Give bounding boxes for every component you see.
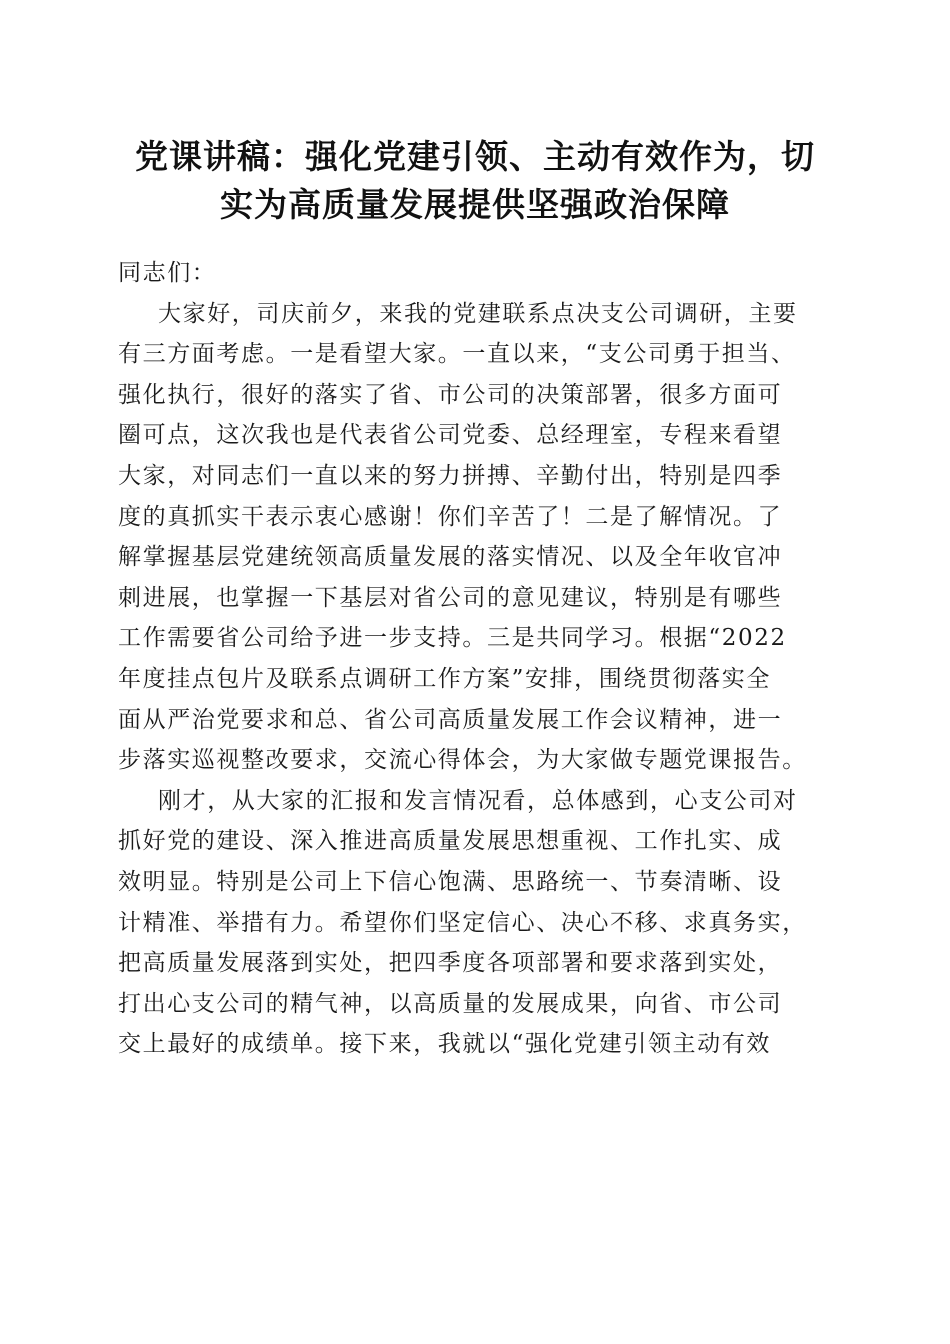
- salutation: 同志们：: [118, 260, 217, 286]
- paragraph-2: [118, 781, 838, 1065]
- paragraph-line: 强化执行，很好的落实了省、市公司的决策部署，很多方面可: [118, 381, 783, 408]
- paragraph-line: 效明显。特别是公司上下信心饱满、思路统一、节奏清晰、设: [118, 868, 783, 895]
- paragraph-line: 计精准、举措有力。希望你们坚定信心、决心不移、求真务实，: [118, 909, 807, 936]
- paragraph-1: [118, 294, 838, 781]
- paragraph-line: 有三方面考虑。一是看望大家。一直以来，“支公司勇于担当、: [118, 341, 796, 368]
- paragraph-line: 大家好，司庆前夕，来我的党建联系点决支公司调研，主要: [158, 300, 798, 327]
- paragraph-line: 步落实巡视整改要求，交流心得体会，为大家做专题党课报告。: [118, 747, 807, 774]
- document-title: [100, 133, 850, 229]
- paragraph-line: 度的真抓实干表示衷心感谢！你们辛苦了！二是了解情况。了: [118, 503, 783, 530]
- paragraph-line: 抓好党的建设、深入推进高质量发展思想重视、工作扎实、成: [118, 828, 783, 855]
- paragraph-line: 工作需要省公司给予进一步支持。三是共同学习。根据“2022: [118, 625, 787, 652]
- document-body: [118, 253, 838, 1065]
- paragraph-line: 交上最好的成绩单。接下来，我就以“强化党建引领主动有效: [118, 1031, 771, 1058]
- paragraph-line: 大家，对同志们一直以来的努力拼搏、辛勤付出，特别是四季: [118, 462, 783, 489]
- paragraph-line: 刺进展，也掌握一下基层对省公司的意见建议，特别是有哪些: [118, 584, 783, 611]
- paragraph-line: 刚才，从大家的汇报和发言情况看，总体感到，心支公司对: [158, 787, 798, 814]
- paragraph-line: 圈可点，这次我也是代表省公司党委、总经理室，专程来看望: [118, 422, 783, 449]
- title-line-1: 党课讲稿：强化党建引领、主动有效作为，切: [135, 137, 815, 176]
- paragraph-line: 解掌握基层党建统领高质量发展的落实情况、以及全年收官冲: [118, 544, 783, 571]
- paragraph-line: 年度挂点包片及联系点调研工作方案”安排，围绕贯彻落实全: [118, 665, 771, 692]
- paragraph-line: 把高质量发展落到实处，把四季度各项部署和要求落到实处，: [118, 950, 783, 977]
- paragraph-line: 面从严治党要求和总、省公司高质量发展工作会议精神，进一: [118, 706, 783, 733]
- title-line-2: 实为高质量发展提供坚强政治保障: [220, 185, 730, 224]
- paragraph-line: 打出心支公司的精气神，以高质量的发展成果，向省、市公司: [118, 990, 783, 1017]
